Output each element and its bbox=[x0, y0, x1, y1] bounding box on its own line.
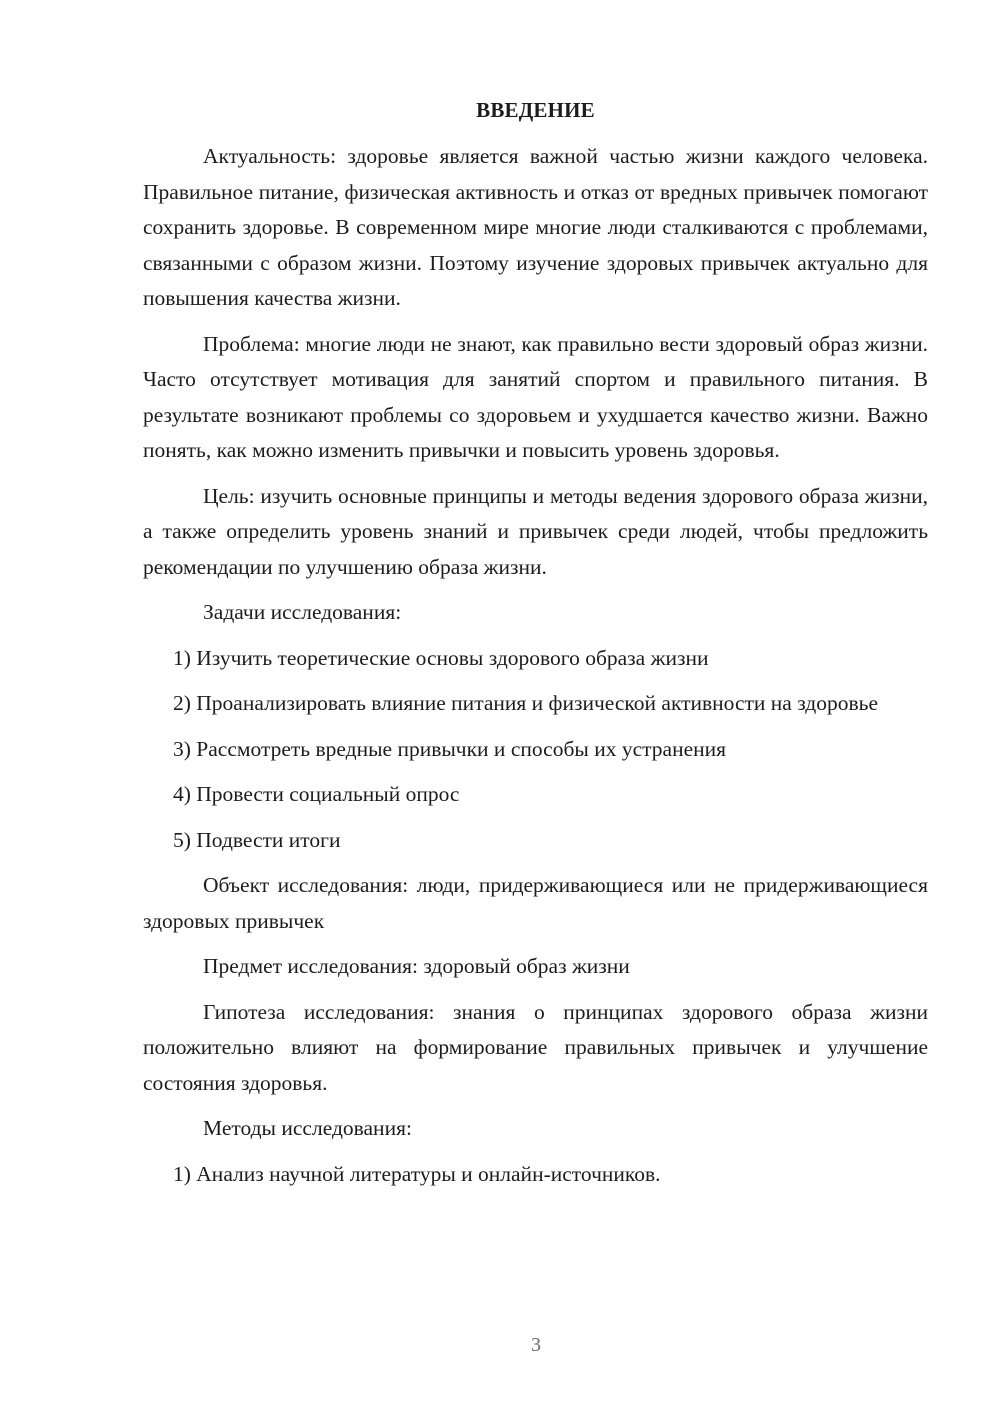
object-paragraph: Объект исследования: люди, придерживающиеся или не придерживающиеся здоровых привычек bbox=[143, 873, 928, 933]
page-content bbox=[143, 95, 928, 1202]
method-item: 1) Анализ научной литературы и онлайн-источников. bbox=[173, 1161, 661, 1186]
relevance-paragraph: Актуальность: здоровье является важной частью жизни каждого человека. Правильное питание, физическая активность и отказ от вредных привычек помогают сохранить здоровье. В современном мире многие люди сталкиваются с проблемами, связанными с образом жизни. Поэтому изучение здоровых привычек актуально для повышения качества жизни. bbox=[143, 144, 928, 310]
problem-paragraph: Проблема: многие люди не знают, как правильно вести здоровый образ жизни. Часто отсутствует мотивация для занятий спортом и правильного питания. В результате возникают проблемы со здоровьем и ухудшается качество жизни. Важно понять, как можно изменить привычки и повысить уровень здоровья. bbox=[143, 331, 928, 462]
page-number: 3 bbox=[531, 1334, 541, 1356]
subject-paragraph: Предмет исследования: здоровый образ жизни bbox=[203, 954, 630, 978]
task-item: 3) Рассмотреть вредные привычки и способы их устранения bbox=[173, 736, 727, 761]
task-item: 4) Провести социальный опрос bbox=[173, 782, 460, 806]
goal-paragraph: Цель: изучить основные принципы и методы ведения здорового образа жизни, а также определить уровень знаний и привычек среди людей, чтобы предложить рекомендации по улучшению образа жизни. bbox=[143, 483, 928, 579]
task-item: 2) Проанализировать влияние питания и физической активности на здоровье bbox=[173, 691, 878, 715]
task-item: 5) Подвести итоги bbox=[173, 827, 341, 852]
methods-heading: Методы исследования: bbox=[203, 1116, 412, 1140]
tasks-heading: Задачи исследования: bbox=[203, 600, 402, 624]
hypothesis-paragraph: Гипотеза исследования: знания о принципах здорового образа жизни положительно влияют на формирование правильных привычек и улучшение состояния здоровья. bbox=[143, 999, 928, 1095]
section-heading: ВВЕДЕНИЕ bbox=[476, 98, 595, 122]
task-item: 1) Изучить теоретические основы здорового образа жизни bbox=[173, 645, 709, 670]
